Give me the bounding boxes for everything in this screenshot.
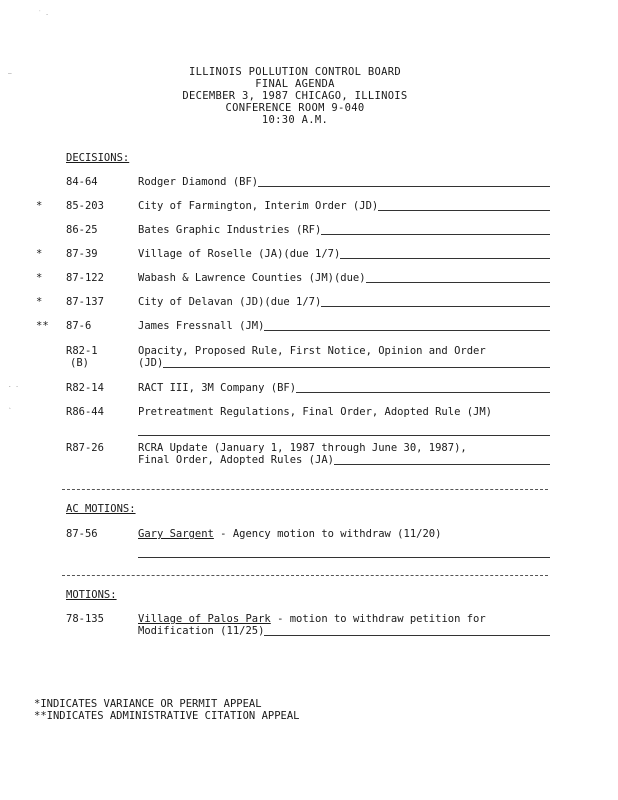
docket-number: R82-1 [66,345,98,357]
signature-line [334,454,550,465]
scan-speck: ˙ . [38,10,49,17]
item-text: - Agency motion to withdraw (11/20) [213,528,442,540]
item-mark: * [36,296,43,308]
item-mark: * [36,200,43,212]
meeting-date-location: DECEMBER 3, 1987 CHICAGO, ILLINOIS [182,90,408,102]
item-description [138,272,550,284]
docket-number: 84-64 [66,176,98,188]
item-text: Village of Roselle (JA)(due 1/7) [138,248,341,260]
item-mark: * [36,248,43,260]
footnote-citation: **INDICATES ADMINISTRATIVE CITATION APPEAL [34,710,300,722]
item-text: City of Delavan (JD)(due 1/7) [138,296,322,308]
party-name: Village of Palos Park [138,613,271,625]
scan-speck: . . [8,382,19,389]
section-divider [62,489,548,490]
scan-speck: ˎ [8,402,12,409]
item-mark: ** [36,320,49,332]
docket-number: R82-14 [66,382,104,394]
signature-line [138,546,550,558]
item-description [138,442,550,466]
item-text: RACT III, 3M Company (BF) [138,382,297,394]
signature-line [264,320,550,331]
item-description [138,296,550,308]
item-description [138,248,550,260]
decisions-title: DECISIONS: [66,152,130,164]
docket-number: 87-6 [66,320,92,332]
item-description [138,224,550,236]
docket-number: 87-39 [66,248,98,260]
item-description [138,406,550,436]
docket-number: R86-44 [66,406,104,418]
item-text: Opacity, Proposed Rule, First Notice, Opinion and Order [138,345,486,357]
party-name: Gary Sargent [138,528,214,540]
docket-number: 86-25 [66,224,98,236]
agenda-header [0,66,590,126]
item-text: City of Farmington, Interim Order (JD) [138,200,379,212]
item-mark: * [36,272,43,284]
scan-speck: — [8,70,12,77]
ac-motions-title: AC MOTIONS: [66,503,136,515]
item-description [138,613,550,637]
item-text-continued: Modification (11/25) [138,625,265,637]
conference-room: CONFERENCE ROOM 9-040 [225,102,365,114]
docket-subnumber: (B) [70,357,89,369]
signature-line [378,200,550,211]
motions-title: MOTIONS: [66,589,117,601]
item-text: Rodger Diamond (BF) [138,176,259,188]
item-text-continued: Final Order, Adopted Rules (JA) [138,454,334,466]
item-description [138,176,550,188]
signature-line [296,382,550,393]
meeting-time: 10:30 A.M. [261,114,329,126]
item-description [138,320,550,332]
item-description [138,528,550,558]
docket-number: 78-135 [66,613,104,625]
board-name: ILLINOIS POLLUTION CONTROL BOARD [189,66,401,78]
item-text: RCRA Update (January 1, 1987 through June 30, 1987), [138,442,467,454]
item-text: - motion to withdraw petition for [270,613,486,625]
item-text: Bates Graphic Industries (RF) [138,224,322,236]
item-description [138,345,550,369]
item-description [138,200,550,212]
section-divider [62,575,548,576]
footnote-variance: *INDICATES VARIANCE OR PERMIT APPEAL [34,698,262,710]
signature-line [258,176,550,187]
agenda-title: FINAL AGENDA [255,78,335,90]
docket-number: R87-26 [66,442,104,454]
signature-line [321,296,550,307]
signature-line [264,625,550,636]
docket-number: 87-56 [66,528,98,540]
item-text: James Fressnall (JM) [138,320,265,332]
signature-line [366,272,550,283]
signature-line [340,248,550,259]
docket-number: 87-137 [66,296,104,308]
item-text: Pretreatment Regulations, Final Order, Adopted Rule (JM) [138,406,493,418]
signature-line [163,357,550,368]
item-description [138,382,550,394]
docket-number: 85-203 [66,200,104,212]
signature-line [321,224,550,235]
item-text-continued: (JD) [138,357,164,369]
signature-line [138,424,550,436]
docket-number: 87-122 [66,272,104,284]
item-text: Wabash & Lawrence Counties (JM)(due) [138,272,366,284]
